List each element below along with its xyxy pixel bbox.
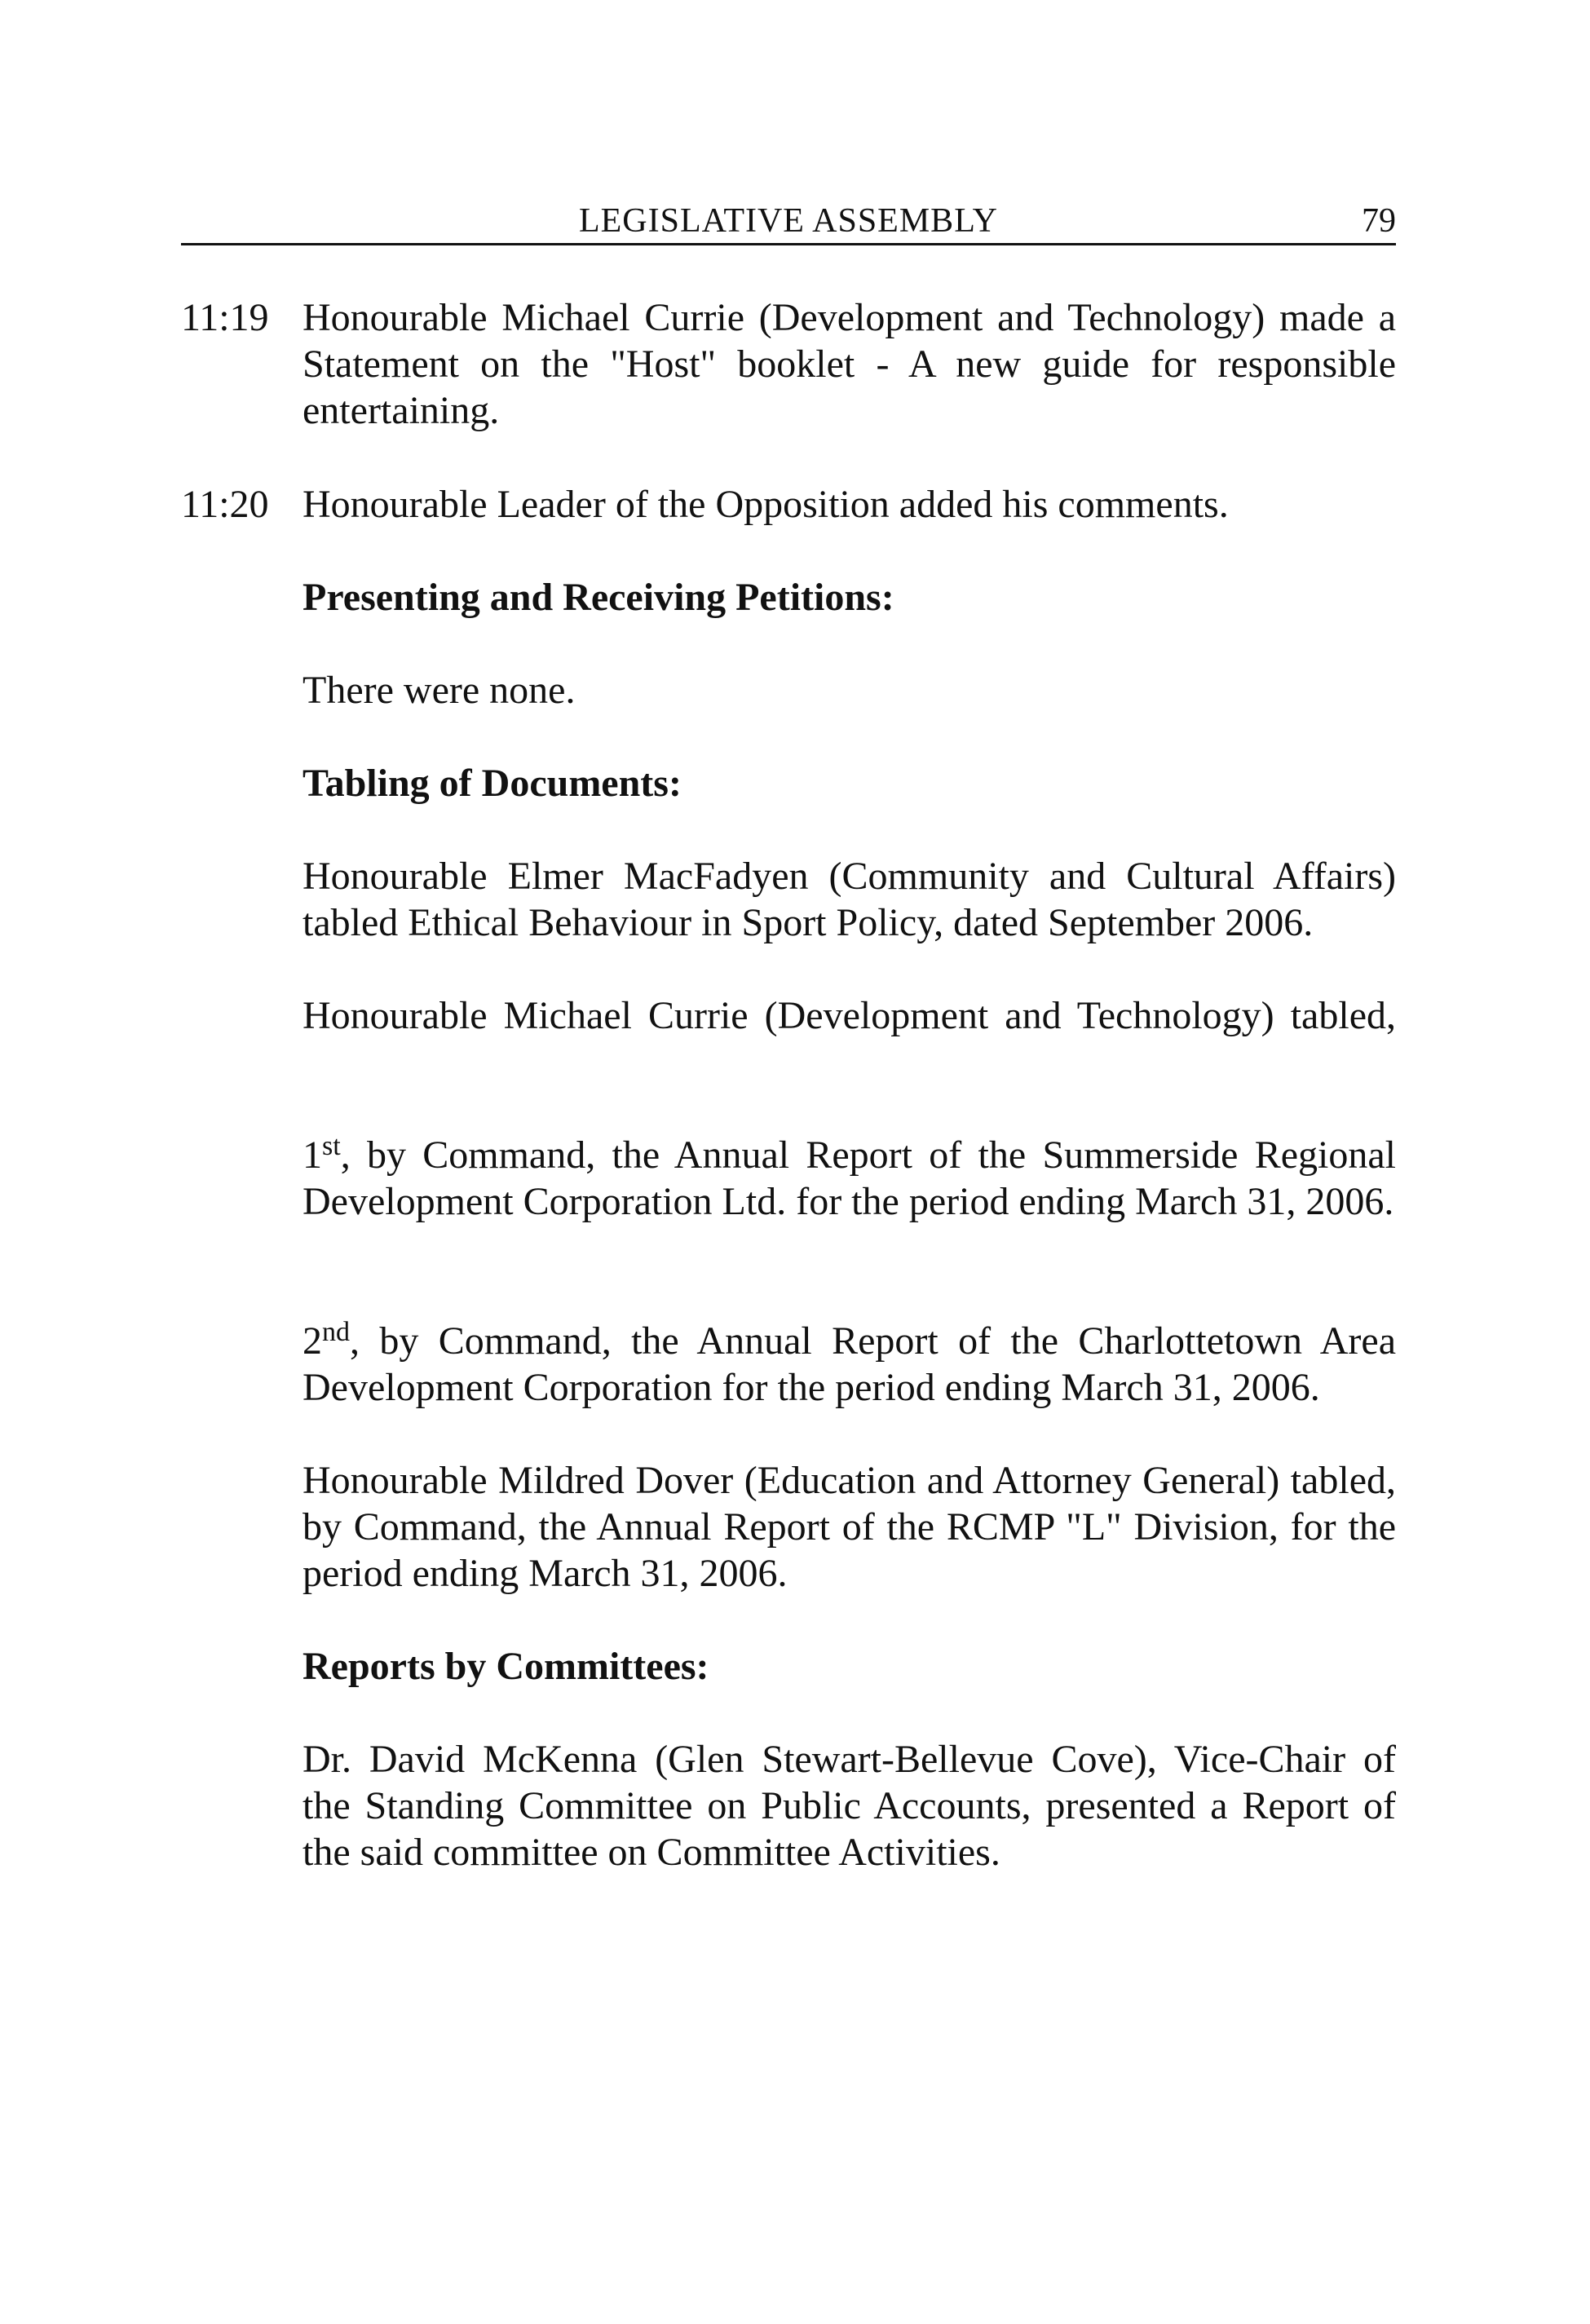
entry-text: Honourable Michael Currie (Development and Technology) made a Statement on the "Host" booklet - A new guide for responsible entertaining. — [303, 296, 1396, 432]
ordinal-suffix: st — [322, 1131, 341, 1161]
item-text: , by Command, the Annual Report of the Charlottetown Area Development Corporation for the period ending March 31, 2006. — [303, 1319, 1396, 1409]
item-text: , by Command, the Annual Report of the Summerside Regional Development Corporation Ltd. for the period ending March 31, 2006. — [303, 1133, 1396, 1223]
page-number: 79 — [1362, 202, 1396, 240]
entry-time: 11:20 — [181, 483, 269, 526]
section-heading-petitions: Presenting and Receiving Petitions: — [303, 576, 894, 619]
tabling-paragraph: Honourable Mildred Dover (Education and Attorney General) tabled, by Command, the Annual Report of the RCMP "L" Division, for the period ending March 31, 2006. — [303, 1459, 1396, 1595]
tabled-item — [303, 1132, 1396, 1225]
tabling-paragraph-text: Honourable Michael Currie (Development and Technology) tabled, — [303, 994, 1396, 1037]
running-header — [181, 199, 1396, 245]
section-heading-committees: Reports by Committees: — [303, 1645, 709, 1688]
entry-text: Honourable Leader of the Opposition added his comments. — [303, 483, 1229, 526]
petitions-text: There were none. — [303, 669, 576, 712]
ordinal-suffix: nd — [322, 1317, 350, 1347]
section-heading-tabling: Tabling of Documents: — [303, 762, 682, 805]
item-number: 2 — [303, 1319, 322, 1363]
entry-time: 11:19 — [181, 296, 269, 339]
header-title: LEGISLATIVE ASSEMBLY — [579, 202, 998, 240]
item-number: 1 — [303, 1133, 322, 1177]
time-entry — [181, 294, 1396, 434]
time-entry — [181, 481, 1396, 528]
committees-text: Dr. David McKenna (Glen Stewart-Bellevue Cove), Vice-Chair of the Standing Committee on Public Accounts, presented a Report of the said committee on Committee Activities. — [303, 1738, 1396, 1874]
tabling-paragraph: Honourable Elmer MacFadyen (Community and Cultural Affairs) tabled Ethical Behaviour in Sport Policy, dated September 2006. — [303, 855, 1396, 944]
tabled-item — [303, 1318, 1396, 1411]
tabling-paragraph — [303, 992, 1396, 1039]
